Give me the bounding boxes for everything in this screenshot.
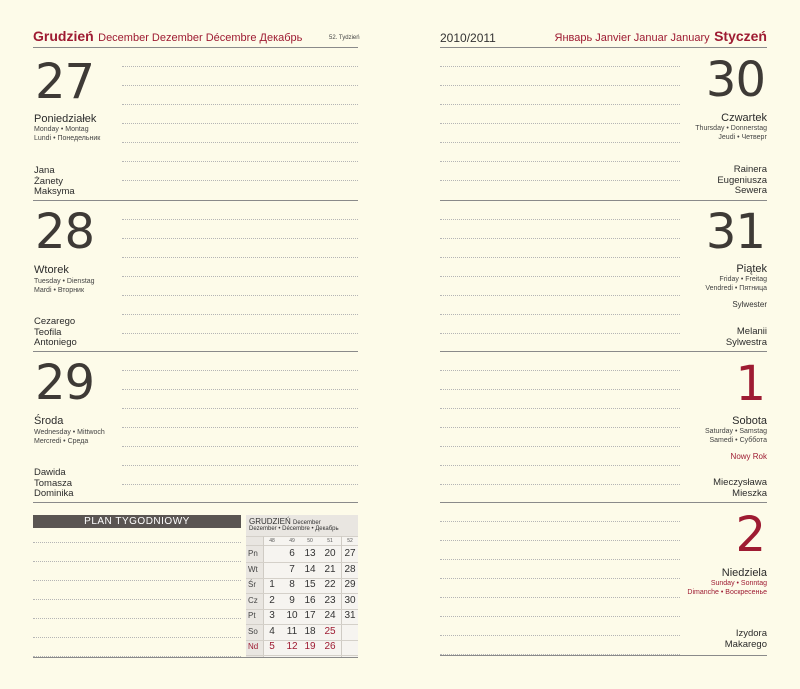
week-number-header: 50 bbox=[307, 538, 313, 544]
writing-line bbox=[440, 616, 680, 617]
day-name: Piątek bbox=[736, 263, 767, 275]
day-divider bbox=[33, 200, 358, 201]
writing-line bbox=[440, 578, 680, 579]
writing-line bbox=[440, 123, 680, 124]
weekday-label: Śr bbox=[248, 580, 256, 589]
calendar-day: 14 bbox=[304, 563, 316, 575]
day-number: 30 bbox=[705, 52, 765, 108]
weekly-plan-title: PLAN TYGODNIOWY bbox=[33, 515, 241, 528]
header-rule bbox=[33, 47, 358, 48]
name-days: Cezarego Teofila Antoniego bbox=[34, 316, 77, 348]
week-number: 52. Tydzień bbox=[329, 35, 360, 41]
header-month-other: December Dezember Décembre Декабрь bbox=[98, 32, 303, 44]
writing-line bbox=[33, 561, 241, 562]
calendar-day: 7 bbox=[289, 563, 295, 575]
day-name-translations: Saturday • Samstag Samedi • Суббота bbox=[705, 428, 767, 444]
holiday-note: Sylwester bbox=[732, 300, 767, 309]
name-days: Jana Żanety Maksyma bbox=[34, 165, 75, 197]
day-number: 28 bbox=[35, 204, 95, 260]
day-name: Niedziela bbox=[721, 567, 767, 579]
writing-line bbox=[122, 257, 358, 258]
calendar-day: 21 bbox=[324, 563, 336, 575]
writing-line bbox=[440, 161, 680, 162]
calendar-day: 15 bbox=[304, 579, 316, 590]
calendar-day: 13 bbox=[304, 548, 316, 559]
calendar-day: 10 bbox=[286, 610, 298, 621]
bottom-rule bbox=[33, 657, 358, 658]
writing-line bbox=[440, 219, 680, 220]
writing-line bbox=[440, 597, 680, 598]
writing-line bbox=[122, 66, 358, 67]
mini-calendar bbox=[246, 515, 358, 657]
day-name-translations: Wednesday • Mittwoch Mercredi • Среда bbox=[34, 429, 105, 445]
calendar-day: 26 bbox=[324, 641, 336, 652]
writing-line bbox=[122, 219, 358, 220]
writing-line bbox=[440, 180, 680, 181]
writing-line bbox=[33, 580, 241, 581]
writing-line bbox=[440, 465, 680, 466]
calendar-day: 8 bbox=[289, 579, 295, 590]
writing-line bbox=[122, 142, 358, 143]
writing-line bbox=[122, 465, 358, 466]
header-rule bbox=[440, 47, 767, 48]
day-name-translations: Friday • Freitag Vendredi • Пятница bbox=[705, 276, 767, 292]
week-number-header: 52 bbox=[347, 538, 353, 544]
writing-line bbox=[440, 104, 680, 105]
calendar-day: 24 bbox=[324, 610, 336, 621]
writing-line bbox=[122, 238, 358, 239]
writing-line bbox=[440, 257, 680, 258]
writing-line bbox=[440, 484, 680, 485]
calendar-day: 19 bbox=[304, 641, 316, 652]
calendar-day: 11 bbox=[286, 625, 298, 637]
day-number: 29 bbox=[35, 355, 95, 411]
writing-line bbox=[33, 656, 241, 657]
calendar-day: 4 bbox=[269, 625, 275, 637]
calendar-day: 2 bbox=[269, 594, 275, 606]
day-name: Czwartek bbox=[721, 112, 767, 124]
day-number: 2 bbox=[735, 507, 765, 563]
calendar-day: 30 bbox=[344, 594, 356, 606]
calendar-day: 29 bbox=[344, 579, 356, 590]
header-month-other: Январь Janvier Januar January bbox=[554, 32, 710, 44]
writing-line bbox=[122, 104, 358, 105]
calendar-day: 27 bbox=[344, 548, 356, 559]
name-days: Rainera Eugeniusza Sewera bbox=[717, 164, 767, 196]
year-label: 2010/2011 bbox=[440, 31, 496, 45]
day-name-translations: Monday • Montag Lundi • Понедельник bbox=[34, 126, 101, 142]
writing-line bbox=[122, 276, 358, 277]
holiday-note: Nowy Rok bbox=[730, 452, 767, 461]
calendar-day: 16 bbox=[304, 594, 316, 606]
writing-line bbox=[122, 446, 358, 447]
writing-line bbox=[122, 314, 358, 315]
calendar-day: 20 bbox=[324, 548, 336, 559]
day-name: Środa bbox=[34, 415, 64, 427]
header-month-pl: Grudzień bbox=[33, 28, 94, 44]
calendar-title: GRUDZIEŃ December bbox=[249, 517, 321, 526]
week-number-header: 48 bbox=[269, 538, 275, 544]
calendar-subtitle: Dezember • Décembre • Декабрь bbox=[249, 526, 339, 532]
writing-line bbox=[122, 427, 358, 428]
writing-line bbox=[440, 559, 680, 560]
calendar-day: 31 bbox=[344, 610, 356, 621]
writing-line bbox=[122, 370, 358, 371]
day-divider bbox=[440, 502, 767, 503]
writing-line bbox=[33, 637, 241, 638]
writing-line bbox=[440, 333, 680, 334]
weekday-label: Nd bbox=[248, 642, 259, 651]
header-month-pl: Styczeń bbox=[714, 28, 767, 44]
calendar-day: 18 bbox=[304, 625, 316, 637]
day-number: 27 bbox=[35, 54, 95, 110]
writing-line bbox=[440, 446, 680, 447]
calendar-day: 17 bbox=[304, 610, 316, 621]
day-name-translations: Tuesday • Dienstag Mardi • Вторник bbox=[34, 278, 95, 294]
day-name-translations: Sunday • Sonntag Dimanche • Воскресенье bbox=[687, 580, 767, 596]
weekday-label: Cz bbox=[248, 595, 258, 605]
writing-line bbox=[440, 276, 680, 277]
writing-line bbox=[440, 238, 680, 239]
calendar-day: 6 bbox=[289, 548, 295, 559]
writing-line bbox=[122, 161, 358, 162]
writing-line bbox=[440, 314, 680, 315]
writing-line bbox=[440, 521, 680, 522]
calendar-day: 9 bbox=[289, 594, 295, 606]
day-divider bbox=[440, 351, 767, 352]
week-number-header: 51 bbox=[327, 538, 333, 544]
writing-line bbox=[440, 427, 680, 428]
writing-line bbox=[122, 484, 358, 485]
day-name: Poniedziałek bbox=[34, 113, 97, 125]
writing-line bbox=[122, 389, 358, 390]
writing-line bbox=[122, 295, 358, 296]
writing-line bbox=[440, 540, 680, 541]
writing-line bbox=[440, 408, 680, 409]
weekday-label: Pt bbox=[248, 611, 256, 620]
day-divider bbox=[33, 502, 358, 503]
writing-line bbox=[440, 142, 680, 143]
calendar-day: 1 bbox=[269, 579, 275, 590]
writing-line bbox=[440, 85, 680, 86]
bottom-rule bbox=[440, 655, 767, 656]
name-days: Mieczysława Mieszka bbox=[713, 477, 767, 499]
writing-line bbox=[122, 123, 358, 124]
writing-line bbox=[122, 333, 358, 334]
writing-line bbox=[122, 408, 358, 409]
day-number: 31 bbox=[705, 204, 765, 260]
weekday-label: Pn bbox=[248, 549, 258, 558]
writing-line bbox=[122, 85, 358, 86]
day-name-translations: Thursday • Donnerstag Jeudi • Четверг bbox=[695, 125, 767, 141]
writing-line bbox=[440, 66, 680, 67]
name-days: Dawida Tomasza Dominika bbox=[34, 467, 74, 499]
name-days: Izydora Makarego bbox=[724, 628, 767, 650]
writing-line bbox=[33, 599, 241, 600]
right-header bbox=[555, 28, 767, 46]
calendar-day: 23 bbox=[324, 594, 336, 606]
writing-line bbox=[440, 389, 680, 390]
week-number-header: 49 bbox=[289, 538, 295, 544]
writing-line bbox=[122, 180, 358, 181]
day-name: Wtorek bbox=[34, 264, 69, 276]
calendar-day: 22 bbox=[324, 579, 336, 590]
day-divider bbox=[440, 200, 767, 201]
writing-line bbox=[440, 370, 680, 371]
name-days: Melanii Sylwestra bbox=[725, 326, 767, 348]
writing-line bbox=[440, 635, 680, 636]
left-header bbox=[33, 28, 302, 46]
day-name: Sobota bbox=[732, 415, 767, 427]
writing-line bbox=[440, 654, 680, 655]
day-divider bbox=[33, 351, 358, 352]
day-number: 1 bbox=[735, 356, 765, 412]
weekday-label: Wt bbox=[248, 564, 258, 574]
calendar-day: 25 bbox=[324, 625, 336, 637]
writing-line bbox=[33, 542, 241, 543]
writing-line bbox=[33, 618, 241, 619]
calendar-day: 3 bbox=[269, 610, 275, 621]
calendar-day: 12 bbox=[286, 641, 298, 652]
weekday-label: So bbox=[248, 626, 258, 636]
calendar-day: 5 bbox=[269, 641, 275, 652]
calendar-day: 28 bbox=[344, 563, 356, 575]
writing-line bbox=[440, 295, 680, 296]
